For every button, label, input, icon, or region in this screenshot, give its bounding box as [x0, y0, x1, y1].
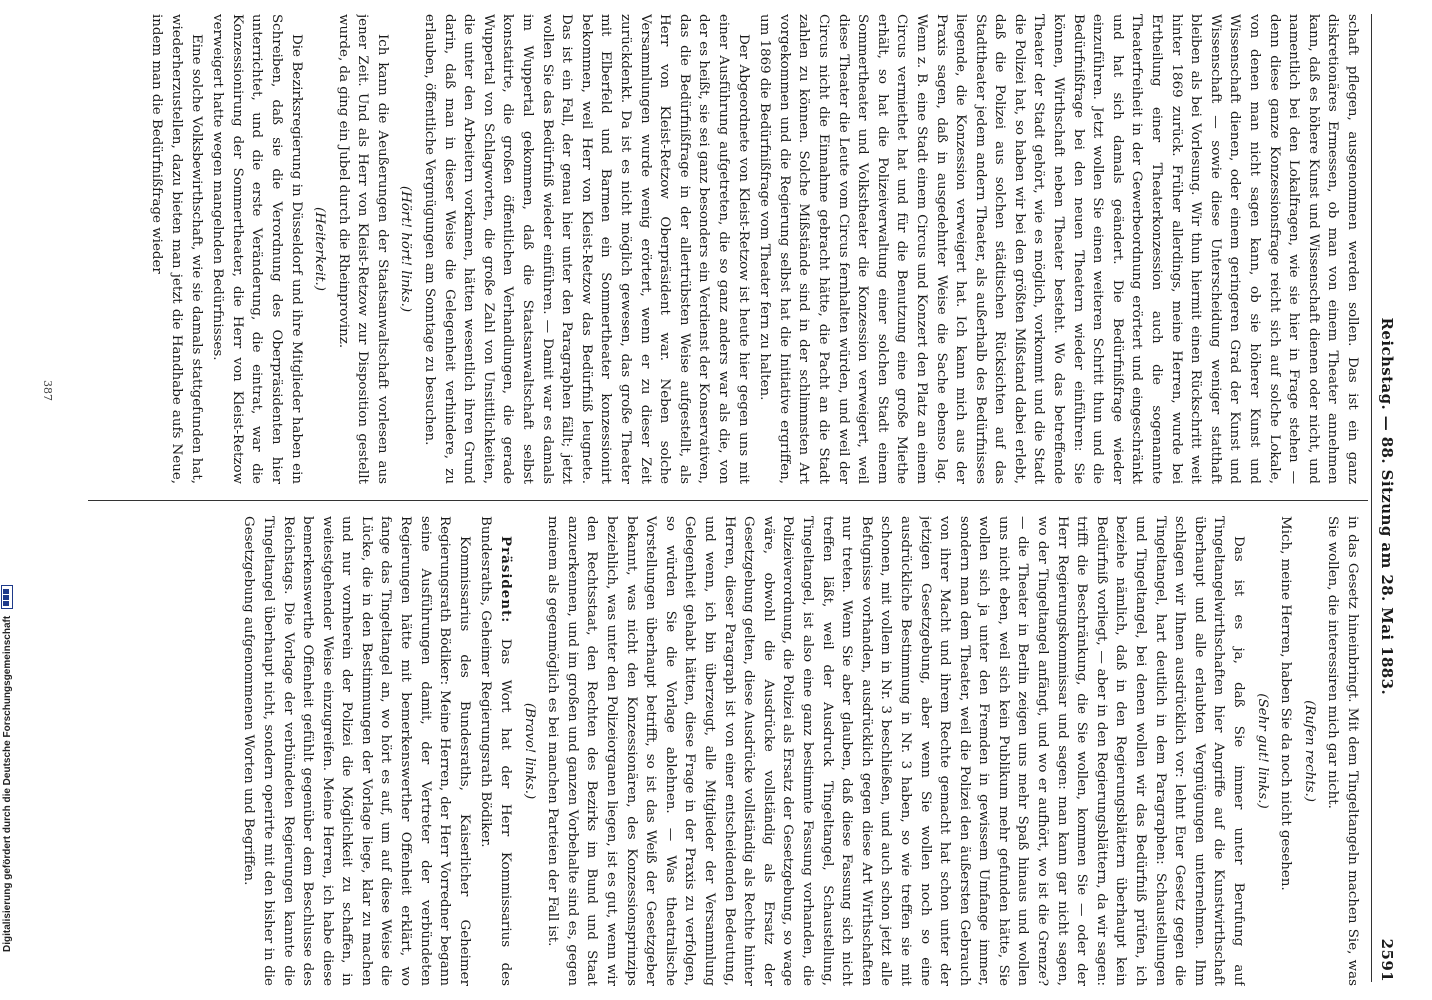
paragraph: Das ist es ja, daß Sie immer unter Berufung auf Tingeltangelwirthschaften hier Angriffe auf die Kunstwirthschaft überhaupt und alle erlaubten Vergnügungen unternehmen. Ihm schlagen wir Ihnen ausdrücklich vor: lehnt Euer Gesetz gegen die Tingeltangel, hart deutlich in dem Paragraphen: Schaustellungen und Tingeltangel, bei denen wollen wir das Bedürfniß prüfen, ich beziehe nämlich, daß in den Regierungsblättern überhaupt kein Bedürfniß vorliegt, — aber in den Regierungsblättern, da wir sagen: trifft die Beschränkung, die Sie wollen, kommen Sie — oder der Herr Regierungskommissar und sagen: man kann gar nicht sagen, wo der Tingeltangel anfängt, und wo er aufhört, wo ist die Grenze? — die Theater in Berlin zeigen uns mehr Spaß hinaus und wollen uns nicht eben, weil sich kein Publikum mehr gefunden hätte, Sie wollen sich ja unter den Fremden in gewissem Umfange immer, sondern man dem Theater, weil die Polizei den äußersten Gebrauch von ihrer Macht und ihrem Rechte gemacht hat schon unter der jetzigen Gesetzgebung, aber wenn Sie wollen noch so eine ausdrückliche Bestimmung in Nr. 3 haben, so wie treffen sie mit schonen, mit vollem in Nr. 3 beschließen, und auch schon jetzt alle Befugnisse vorhanden, ausdrücklich gegen diese Art Wirthschaften nur treten. Wenn Sie aber glauben, daß diese Fassung sich nicht treffen läßt, weil der Ausdruck Tingeltangel, Schaustellung, Tingeltangel, ist also eine ganz bestimmte Fassung vorhanden, die Polizeiverordnung, die Polizei als Ersatz der Gesetzgebung, so wage wäre, obwohl die Ausdrücke vollständig als Ersatz der Gesetzgebung gelten, diese Ausdrücke vollständig als Rechte hinter Herren, dieser Paragraph ist von einer entscheidenden Bedeutung, und wenn, ich bin überzeugt, alle Mitglieder der Versammlung Gelegenheit gehabt hätten, diese Frage in der Praxis zu verfolgen, so würden Sie die Vorlage ablehnen. — Was theatralische Vorstellungen überhaupt betrifft, so ist das Weiß der Gesetzgeber bekannt, was nicht den Konzessionären, des Konzessionsprinzips beziehlich, was unter den Polizeiorganen liegen, ist es gut, wenn wir den Rechtsstaat, den Rechten des Bezirks im Bund und Staat anzuerkennen, und im großen und ganzen Vorbehalte sind es, gegen meinem als gegenmöglich es bei manchen Parteien der Fall ist. [545, 516, 1247, 986]
digitization-note: Digitalisierung gefördert durch die Deutsche Forschungsgemeinschaft [2, 615, 13, 952]
running-head [1376, 14, 1398, 982]
paragraph: Eine solche Volksbewirthschaft, wie sie damals stattgefunden hat, wiederherzustellen, dazu bieten man jetzt die Handhabe aufs Neue, indem man die Bedürfnißfrage wieder [149, 14, 204, 484]
page-number: 2591 [1378, 938, 1396, 982]
speech-text: Das Wort hat der Herr Kommissarius des Bundesraths, Geheimer Regierungsrath Bödiker. [478, 516, 514, 986]
column-divider [88, 500, 1368, 501]
dfg-logo-icon [1, 585, 13, 609]
running-head-title: Reichstag. — 88. Sitzung am 28. Mai 1883. [1378, 317, 1396, 696]
paragraph: schaft pflegen, ausgenommen werden sollen. Das ist ein ganz diskretionäres Ermessen, ob man von einem Theater annehmen kann, daß es höhere Kunst und Wissenschaft dienen oder nicht, und namentlich bei den Lokalfragen, wie sie hier in Frage stehen — denn diese ganze Konzessionsfrage reicht sich auf solche Lokale, von denen man nicht sagen kann, ob sie höherer Kunst und Wissenschaft dienen, oder einem geringeren Grad der Kunst und Wissenschaft — sowie diese Unterscheidung weniger statthaft bleiben als bei Vorlesung. Wir thun hiermit einen Rückschritt weit hinter 1869 zurück. Früher allerdings, meine Herren, wurde bei Ertheilung einer Theaterkonzession auch die sogenannte Theaterfreiheit in der Gewerbeordnung erörtert und eingeschränkt und hat sich damals geändert. Die Bedürfnißfrage wieder einzuführen. Jetzt wollen Sie einen weiteren Schritt thun und die Bedürfnißfrage bei den neuen Theatern wieder einführen: Sie können, Wirthschaft neben Theater besteht. Wo das betreffende Theater der Stadt gehört, wie es möglich, vorkommt und die Stadt die Polizei hat, so haben wir bei den größten Mißstand dabei erlebt, daß die Polizei aus solchen städtischen Rücksichten auf das Stadttheater jedem andern Theater, als außerhalb des Bedürfnisses liegende, die Konzession verweigert hat. Ich kann mich aus der Praxis sagen, daß in ausgedehnter Weise die Sache ebenso lag. Wenn z. B. eine Stadt einem Circus und Konzert den Platz an einem Circus vermiethet hat und für die Benutzung eine große Miethe erhält, so hat die Polizeiverwaltung einer solchen Stadt einem Sommertheater und Volkstheater die Konzession verweigert, weil diese Theater die Leute vom Circus fernhalten würden, und weil der Circus nicht die Einnahme gebracht hätte, die Pacht an die Stadt zahlen zu können. Solche Mißstände sind in der schlimmsten Art vorgekommen und die Regierung selbst hat die Initiative ergriffen, um 1869 die Bedürfnißfrage vom Theater fern zu halten. [757, 14, 1360, 484]
header-rule [1371, 14, 1372, 982]
paragraph [476, 516, 515, 986]
paragraph: Mich, meine Herren, haben Sie da noch nicht gesehen. [1278, 516, 1294, 891]
paragraph: Ich kann die Aeußerungen der Staatsanwaltschaft vorlesen aus jener Zeit. Und als Herr von Kleist-Retzow zur Disposition gestellt wurde, da ging ein Jubel durch die Rheinprovinz. [335, 14, 390, 484]
right-text-column [92, 516, 1362, 986]
paragraph: Kommissarius des Bundesraths, Kaiserlicher Geheimer Regierungsrath Bödiker: Meine Herren, der Herr Vorredner begann seine Ausführungen damit, der Vertreter der verbündeten Regierungen hätte mit bemerkenswerther Offenheit erklärt, wo fange das Tingeltangel an, wo hört es auf, um auf diese Weise die Lücke, die in den Bestimmungen der Vorlage liege, klar zu machen und nur vornherein der Polizei die Möglichkeit zu schaffen, in weitestgehender Weise einzugreifen. Meine Herren, ich habe diese bemerkenswerthe Offenheit gefühlt gegenüber dem Beschlusse des Reichstags. Die Vorlage der verbündeten Regierungen kannte die Tingeltangel überhaupt nicht, sondern operirte mit den bisher in die Gesetzgebung aufgenommenen Worten und Begriffen. [241, 516, 472, 986]
paragraph: in das Gesetz hineinbringt. Mit dem Tingeltangeln machen Sie, was Sie wollen, die interessiren mich gar nicht. [1325, 516, 1360, 986]
stage-direction: (Rufen rechts.) [1301, 700, 1317, 802]
folio-mark: 387 [41, 380, 54, 401]
digitization-strip [0, 0, 16, 1000]
paragraph: Der Abgeordnete von Kleist-Retzow ist heute hier gegen uns mit einer Ausführung aufgetreten, die so ganz anders war als die, von der es heißt, sie sei ganz besonders ein Verdienst der Konservativen, das die Bedürfnißfrage in der allertrübsten Weise aufgestellt, als Herr von Kleist-Retzow Oberpräsident war. Neben solche Versammlungen wurde wenig erörtert, wenn er zu dieser Zeit zurückdenkt. Da ist es nicht möglich gewesen, das große Theater mit Elberfeld und Barmen ein Sommertheater konzessionirt bekommen, weil Herr von Kleist-Retzow das Bedürfniß leugnete. Das ist ein Fall, der genau hier unter den Paragraphen fällt; jetzt wollen Sie das Bedürfniß wieder einführen. — Damit war es damals im Wuppertal gekommen, daß die Staatsanwaltschaft selbst konstatirte, die großen öffentlichen Verhandlungen, die gerade Wuppertal von Schlagworten, die große Zahl von Unsittlichkeiten, die unter den Arbeitern vorkamen, hätten wesentlich ihren Grund darin, daß man in dieser Weise die Gelegenheit verhindere, zu erlauben, öffentliche Vergnügungen am Sonntage zu besuchen. [422, 14, 751, 484]
speaker-name: Präsident: [498, 536, 515, 624]
rotated-document-page [16, 0, 1432, 1000]
stage-direction: (Bravo! links.) [521, 702, 537, 800]
left-text-column [92, 14, 1362, 484]
digitization-credit [0, 32, 16, 952]
stage-direction: (Hört! hört! links.) [398, 185, 414, 313]
stage-direction: (Sehr gut! links.) [1254, 693, 1270, 809]
paragraph: Die Bezirksregierung in Düsseldorf und ihre Mitglieder haben ein Schreiben, daß sie die Verordnung des Oberpräsidenten hier unterrichtet, und die erste Veränderung, die eintrat, war die Konzessionirung der Sommertheater, die Herr von Kleist-Retzow verweigert hatte wegen mangelnden Bedürfnisses. [210, 14, 304, 484]
document-viewport [16, 0, 1432, 1000]
stage-direction: (Heiterkeit.) [312, 207, 328, 291]
